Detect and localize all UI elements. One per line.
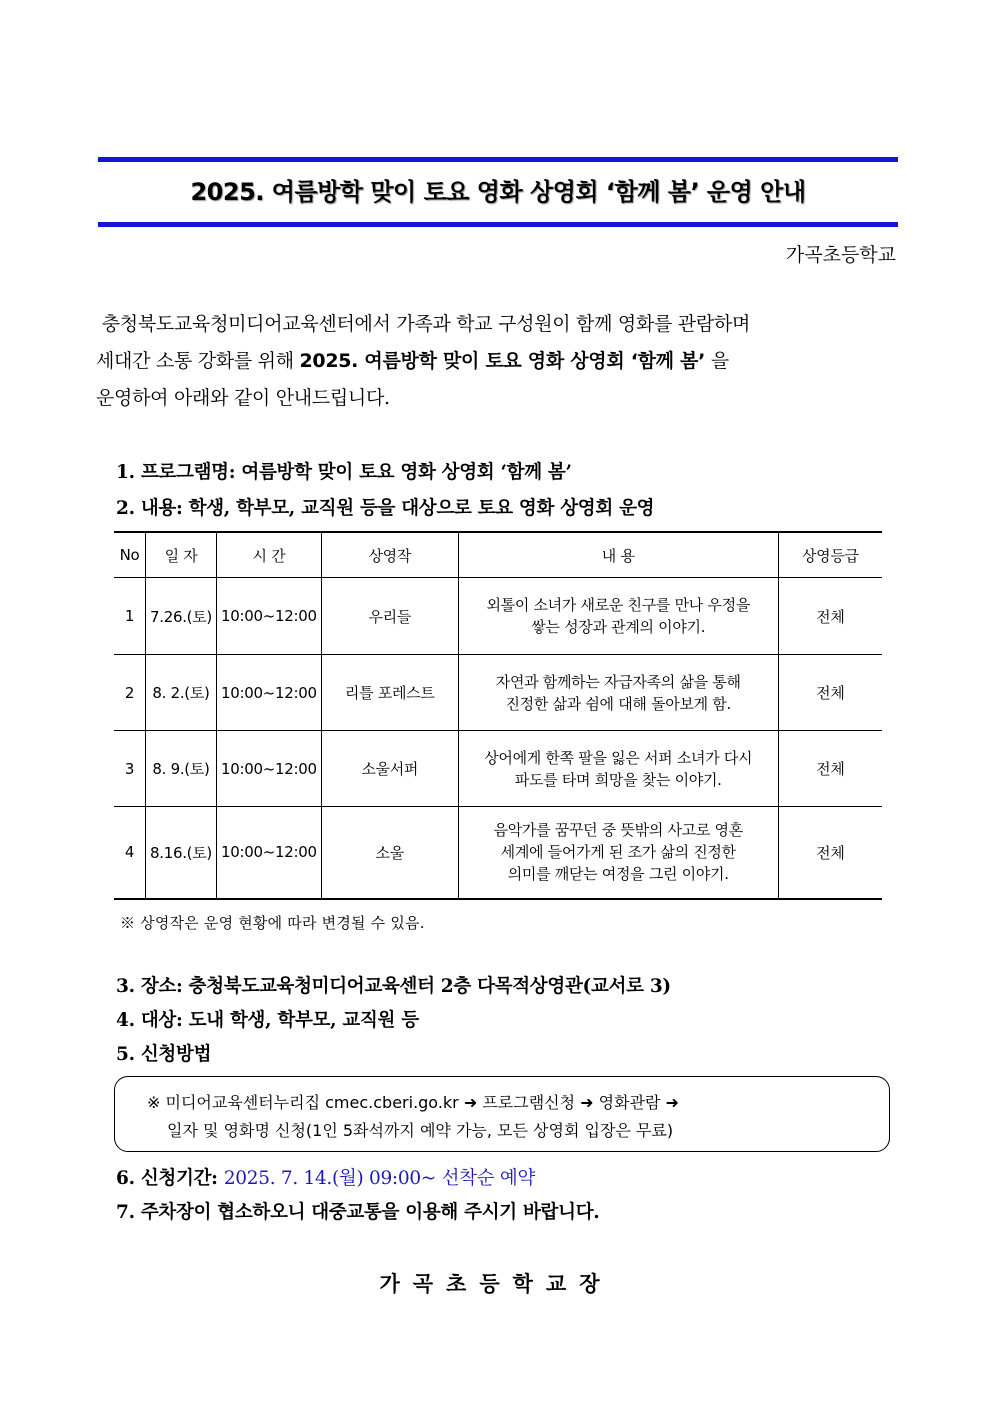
row-date: 8.16.(토) bbox=[146, 807, 217, 899]
table-note: ※ 상영작은 운영 현황에 따라 변경될 수 있음. bbox=[120, 914, 425, 932]
row-rating: 전체 bbox=[778, 578, 882, 655]
table-header-row bbox=[114, 532, 882, 578]
intro-line-3: 운영하여 아래와 같이 안내드립니다. bbox=[96, 387, 390, 409]
row-no: 1 bbox=[114, 578, 146, 655]
row-film: 소울 bbox=[321, 807, 458, 899]
apply-instruction-line-2: 일자 및 영화명 신청(1인 5좌석까지 예약 가능, 모든 상영회 입장은 무료) bbox=[167, 1121, 674, 1140]
row-date: 8. 2.(토) bbox=[146, 655, 217, 731]
row-film: 리틀 포레스트 bbox=[321, 655, 458, 731]
intro-paragraph bbox=[96, 306, 897, 417]
table-row bbox=[114, 807, 882, 899]
schedule-table bbox=[114, 531, 882, 900]
col-header-rating: 상영등급 bbox=[778, 532, 882, 578]
title-band bbox=[98, 157, 898, 227]
school-name: 가곡초등학교 bbox=[785, 244, 896, 266]
row-rating: 전체 bbox=[778, 731, 882, 807]
row-content: 상어에게 한쪽 팔을 잃은 서퍼 소녀가 다시 파도를 타며 희망을 찾는 이야기. bbox=[458, 731, 778, 807]
col-header-date: 일 자 bbox=[146, 532, 217, 578]
row-content: 외톨이 소녀가 새로운 친구를 만나 우정을 쌓는 성장과 관계의 이야기. bbox=[458, 578, 778, 655]
intro-event-name: 2025. 여름방학 맞이 토요 영화 상영회 ‘함께 봄’ bbox=[299, 350, 706, 372]
row-date: 7.26.(토) bbox=[146, 578, 217, 655]
apply-period-value: 2025. 7. 14.(월) 09:00~ 선착순 예약 bbox=[223, 1168, 536, 1189]
row-film: 소울서퍼 bbox=[321, 731, 458, 807]
apply-method-box bbox=[114, 1076, 890, 1152]
row-time: 10:00~12:00 bbox=[217, 655, 322, 731]
item-location: 3. 장소: 충청북도교육청미디어교육센터 2층 다목적상영관(교서로 3) bbox=[116, 976, 671, 997]
page-title: 2025. 여름방학 맞이 토요 영화 상영회 ‘함께 봄’ 운영 안내 bbox=[190, 178, 806, 206]
signature: 가곡초등학교장 bbox=[379, 1271, 613, 1296]
row-no: 4 bbox=[114, 807, 146, 899]
intro-line-2: 세대간 소통 강화를 위해 2025. 여름방학 맞이 토요 영화 상영회 ‘함께 봄’ 을 bbox=[96, 350, 729, 372]
row-no: 3 bbox=[114, 731, 146, 807]
row-rating: 전체 bbox=[778, 807, 882, 899]
row-content: 음악가를 꿈꾸던 중 뜻밖의 사고로 영혼 세계에 들어가게 된 조가 삶의 진정한 의미를 깨닫는 여정을 그린 이야기. bbox=[458, 807, 778, 899]
table-row bbox=[114, 655, 882, 731]
item-program-name: 1. 프로그램명: 여름방학 맞이 토요 영화 상영회 ‘함께 봄’ bbox=[116, 462, 572, 483]
item-apply-method: 5. 신청방법 bbox=[116, 1044, 212, 1065]
table-row bbox=[114, 731, 882, 807]
col-header-content: 내 용 bbox=[458, 532, 778, 578]
title-rule-bottom bbox=[98, 222, 898, 227]
row-time: 10:00~12:00 bbox=[217, 578, 322, 655]
row-time: 10:00~12:00 bbox=[217, 731, 322, 807]
item-apply-period: 6. 신청기간: 2025. 7. 14.(월) 09:00~ 선착순 예약 bbox=[116, 1168, 536, 1189]
item-target: 4. 대상: 도내 학생, 학부모, 교직원 등 bbox=[116, 1010, 419, 1031]
row-date: 8. 9.(토) bbox=[146, 731, 217, 807]
row-content: 자연과 함께하는 자급자족의 삶을 통해 진정한 삶과 쉼에 대해 돌아보게 함. bbox=[458, 655, 778, 731]
apply-instruction-line-1: ※ 미디어교육센터누리집 cmec.cberi.go.kr ➜ 프로그램신청 ➜ 영화관람 ➜ bbox=[147, 1093, 679, 1112]
row-rating: 전체 bbox=[778, 655, 882, 731]
row-no: 2 bbox=[114, 655, 146, 731]
col-header-film: 상영작 bbox=[321, 532, 458, 578]
row-film: 우리들 bbox=[321, 578, 458, 655]
col-header-time: 시 간 bbox=[217, 532, 322, 578]
row-time: 10:00~12:00 bbox=[217, 807, 322, 899]
table-row bbox=[114, 578, 882, 655]
intro-line-1: 충청북도교육청미디어교육센터에서 가족과 학교 구성원이 함께 영화를 관람하며 bbox=[101, 313, 751, 335]
item-content: 2. 내용: 학생, 학부모, 교직원 등을 대상으로 토요 영화 상영회 운영 bbox=[116, 498, 655, 519]
col-header-no: No bbox=[114, 532, 146, 578]
item-parking-notice: 7. 주차장이 협소하오니 대중교통을 이용해 주시기 바랍니다. bbox=[116, 1202, 600, 1223]
